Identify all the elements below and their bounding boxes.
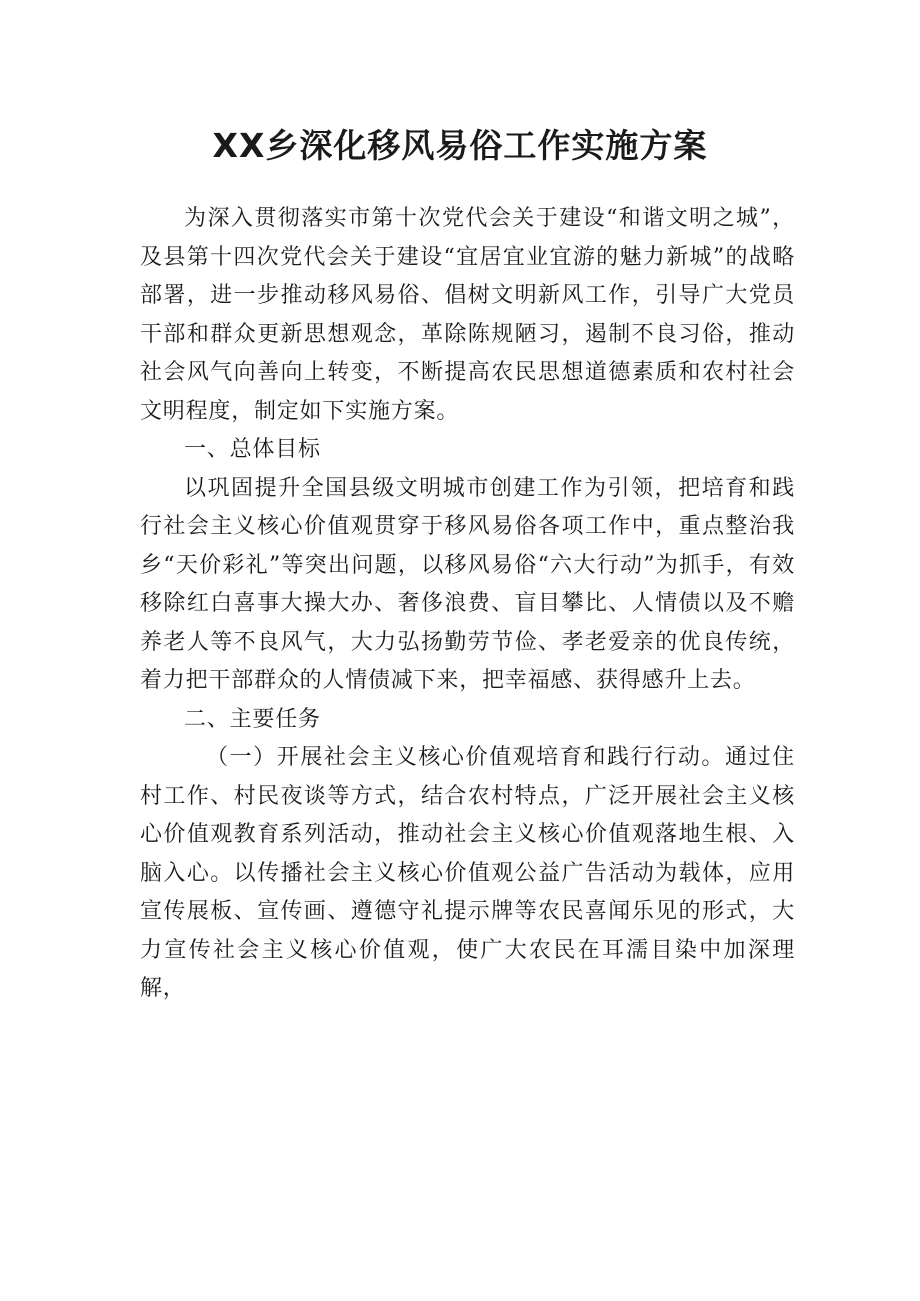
task-paragraph-1: （一）开展社会主义核心价值观培育和践行行动。通过住村工作、村民夜谈等方式，结合农村特点，广泛开展社会主义核心价值观教育系列活动，推动社会主义核心价值观落地生根、入脑入心。以传播社会主义核心价值观公益广告活动为载体，应用宣传展板、宣传画、遵德守礼提示牌等农民喜闻乐见的形式，大力宣传社会主义核心价值观，使广大农民在耳濡目染中加深理解， <box>140 745 795 1001</box>
intro-paragraph: 为深入贯彻落实市第十次党代会关于建设“和谐文明之城”，及县第十四次党代会关于建设“宜居宜业宜游的魅力新城”的战略部署，进一步推动移风易俗、倡树文明新风工作，引导广大党员干部和群众更新思想观念，革除陈规陋习，遏制不良习俗，推动社会风气向善向上转变，不断提高农民思想道德素质和农村社会文明程度，制定如下实施方案。 <box>140 206 795 424</box>
goal-paragraph: 以巩固提升全国县级文明城市创建工作为引领，把培育和践行社会主义核心价值观贯穿于移风易俗各项工作中，重点整治我乡“天价彩礼”等突出问题，以移风易俗“六大行动”为抓手，有效移除红白喜事大操大办、奢侈浪费、盲目攀比、人情债以及不赡养老人等不良风气，大力弘扬勤劳节俭、孝老爱亲的优良传统，着力把干部群众的人情债减下来，把幸福感、获得感升上去。 <box>140 475 795 693</box>
document-body <box>140 200 795 1009</box>
section-heading-tasks: 二、主要任务 <box>184 706 321 732</box>
document-title: XX乡深化移风易俗工作实施方案 <box>212 126 708 165</box>
section-heading-goals: 一、总体目标 <box>184 437 321 462</box>
